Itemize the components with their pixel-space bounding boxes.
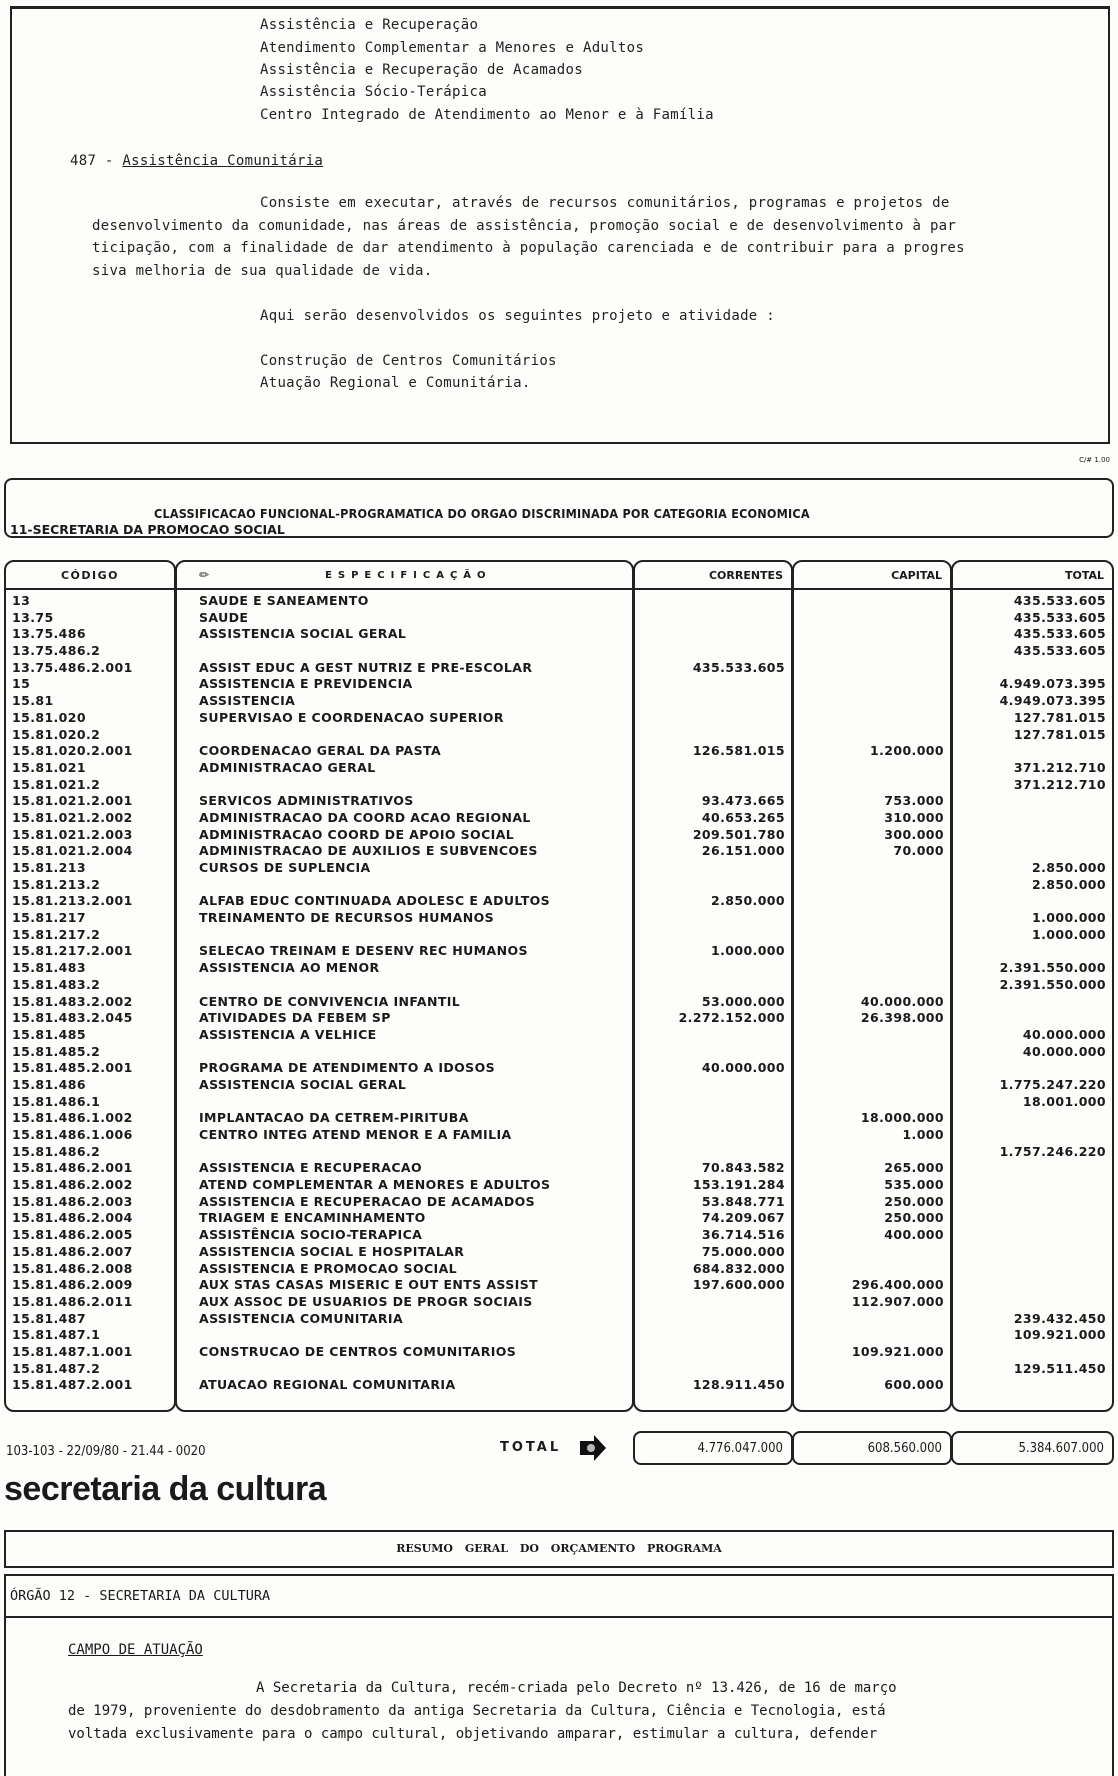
table-cell-capital: 600.000 [884,1377,944,1393]
program-title: Assistência Comunitária [122,153,324,169]
table-cell-capital [794,977,950,994]
table-cell-spec: ASSISTENCIA A VELHICE [199,1026,377,1042]
table-cell-total [953,743,1112,760]
table-cell-code: 15.81.020.2 [12,726,101,742]
intro-line: Aqui serão desenvolvidos os seguintes projeto e atividade : [260,308,775,324]
table-cell-code: 15.81.217 [12,910,86,926]
table-cell-spec [177,1044,632,1061]
table-cell-spec: ASSISTENCIA COMUNITARIA [199,1310,404,1326]
table-cell-spec: ADMINISTRACAO GERAL [199,759,376,775]
table-cell-spec: ALFAB EDUC CONTINUADA ADOLESC E ADULTOS [199,893,551,909]
table-cell-spec: TREINAMENTO DE RECURSOS HUMANOS [199,910,494,926]
spec-rows [177,590,632,1394]
table-cell-correntes: 2.850.000 [711,893,785,909]
program-heading [70,153,323,169]
table-cell-correntes: 126.581.015 [692,743,785,759]
table-cell-spec: ATIVIDADES DA FEBEM SP [199,1010,391,1026]
table-cell-code: 15.81.213.2.001 [12,893,133,909]
table-cell-spec: ATEND COMPLEMENTAR A MENORES E ADULTOS [199,1177,551,1193]
table-cell-total: 1.000.000 [1032,926,1106,942]
table-cell-correntes [635,610,791,627]
table-cell-spec: ASSISTENCIA [199,693,296,709]
table-cell-code: 15.81.486.2.003 [12,1193,133,1209]
table-cell-total: 1.775.247.220 [999,1076,1106,1092]
section-title: secretaria da cultura [4,1470,327,1508]
table-cell-code: 15.81.485.2 [12,1043,101,1059]
table-cell-correntes: 53.848.771 [701,1193,785,1209]
table-cell-correntes: 74.209.067 [701,1210,785,1226]
table-cell-capital [794,727,950,744]
table-cell-correntes: 128.911.450 [692,1377,785,1393]
table-cell-correntes: 40.000.000 [701,1060,785,1076]
table-cell-code: 15.81.486.2.004 [12,1210,133,1226]
table-cell-total: 1.757.246.220 [999,1143,1106,1159]
spec-header [177,562,632,590]
spec-column [175,560,634,1412]
table-cell-capital [794,1244,950,1261]
table-cell-total [953,1277,1112,1294]
table-cell-total [953,1110,1112,1127]
table-cell-capital [794,877,950,894]
table-cell-total: 4.949.073.395 [999,676,1106,692]
table-cell-code: 15.81.213.2 [12,876,101,892]
table-cell-code: 15.81.483.2.002 [12,993,133,1009]
table-cell-capital: 400.000 [884,1227,944,1243]
table-cell-capital [794,1094,950,1111]
table-cell-correntes [635,910,791,927]
activity-list-item: Assistência e Recuperação de Acamados [260,62,583,78]
table-cell-total: 371.212.710 [1013,759,1106,775]
table-cell-correntes [635,1361,791,1378]
table-cell-capital [794,760,950,777]
table-cell-capital: 18.000.000 [860,1110,944,1126]
table-cell-total: 435.533.605 [1013,609,1106,625]
table-cell-spec: ASSIST EDUC A GEST NUTRIZ E PRE-ESCOLAR [199,659,533,675]
table-cell-correntes [635,710,791,727]
table-cell-total: 239.432.450 [1013,1310,1106,1326]
table-cell-code: 15.81.486.1 [12,1093,101,1109]
table-cell-spec: CURSOS DE SUPLENCIA [199,860,371,875]
table-cell-capital [794,610,950,627]
table-cell-spec: PROGRAMA DE ATENDIMENTO A IDOSOS [199,1060,496,1076]
table-cell-total: 109.921.000 [1013,1327,1106,1343]
table-cell-total [953,994,1112,1011]
table-cell-correntes [635,1344,791,1361]
activity-item: Atuação Regional e Comunitária. [260,375,531,391]
table-cell-total [953,1160,1112,1177]
table-cell-code: 13.75.486 [12,626,86,642]
table-cell-code: 15.81.021.2.004 [12,843,133,859]
table-cell-correntes [635,593,791,610]
table-cell-correntes [635,1294,791,1311]
table-cell-capital [794,660,950,677]
table-cell-total: 435.533.605 [1013,643,1106,659]
activity-list-item: Assistência Sócio-Terápica [260,84,487,100]
table-cell-code: 15.81.487.2 [12,1360,101,1376]
table-cell-code: 15.81.486.2.009 [12,1277,133,1293]
table-cell-code: 15.81.213 [12,860,86,875]
table-cell-capital [794,1361,950,1378]
table-cell-spec [177,977,632,994]
table-cell-capital [794,1077,950,1094]
correntes-rows [635,590,791,1394]
table-cell-correntes: 70.843.582 [701,1160,785,1176]
table-cell-code: 15.81.486.2.001 [12,1160,133,1176]
table-cell-total: 371.212.710 [1013,776,1106,792]
table-cell-code: 15.81.486.1.002 [12,1110,133,1126]
table-cell-total [953,1294,1112,1311]
table-cell-spec: SERVICOS ADMINISTRATIVOS [199,793,414,809]
table-cell-total [953,810,1112,827]
table-cell-capital [794,1327,950,1344]
table-cell-capital [794,593,950,610]
table-cell-code: 15.81.486.2.011 [12,1293,133,1309]
table-cell-spec: AUX STAS CASAS MISERIC E OUT ENTS ASSIST [199,1277,539,1293]
table-cell-capital: 265.000 [884,1160,944,1176]
document-id: 103-103 - 22/09/80 - 21.44 - 0020 [6,1444,206,1459]
table-cell-total [953,843,1112,860]
correntes-header: CORRENTES [635,562,791,590]
table-cell-correntes [635,1094,791,1111]
paragraph-line: A Secretaria da Cultura, recém-criada pelo Decreto nº 13.426, de 16 de março [256,1680,897,1696]
table-cell-correntes [635,927,791,944]
paragraph-line: de 1979, proveniente do desdobramento da antiga Secretaria da Cultura, Ciência e Tecnologia, está [68,1703,886,1719]
total-column [951,560,1114,1412]
table-cell-total: 127.781.015 [1013,709,1106,725]
pencil-mark-icon: ✏ [199,568,216,582]
table-cell-spec: ADMINISTRACAO COORD DE APOIO SOCIAL [199,826,515,842]
table-cell-total [953,1010,1112,1027]
table-cell-total [953,1244,1112,1261]
table-cell-code: 15.81.486.2.008 [12,1260,133,1276]
code-header: CÓDIGO [6,562,174,590]
table-cell-correntes: 153.191.284 [692,1177,785,1193]
table-cell-spec: ASSISTENCIA E RECUPERACAO [199,1160,423,1176]
table-cell-capital: 1.000 [902,1127,944,1142]
organ-name: 11-SECRETARIA DA PROMOCAO SOCIAL [10,522,285,537]
table-cell-spec: CENTRO INTEG ATEND MENOR E A FAMILIA [199,1127,512,1142]
table-cell-correntes [635,1144,791,1161]
table-cell-spec: TRIAGEM E ENCAMINHAMENTO [199,1210,426,1226]
table-cell-capital [794,860,950,877]
table-cell-capital: 1.200.000 [870,743,944,759]
table-cell-total [953,827,1112,844]
program-number: 487 - [70,153,114,169]
paragraph-line: siva melhoria de sua qualidade de vida. [92,263,433,279]
table-cell-spec [177,877,632,894]
table-cell-total: 129.511.450 [1013,1360,1106,1376]
table-cell-correntes: 684.832.000 [692,1260,785,1276]
table-cell-capital [794,777,950,794]
table-cell-capital [794,1261,950,1278]
table-cell-spec: SAUDE E SANEAMENTO [199,593,369,608]
table-cell-total [953,793,1112,810]
table-cell-capital [794,910,950,927]
table-cell-spec: CENTRO DE CONVIVENCIA INFANTIL [199,993,461,1009]
table-cell-total: 435.533.605 [1013,626,1106,642]
table-cell-capital: 26.398.000 [860,1010,944,1026]
campo-heading: CAMPO DE ATUAÇÃO [68,1642,203,1658]
table-cell-code: 15.81.483.2.045 [12,1010,133,1026]
activity-list-item: Atendimento Complementar a Menores e Adultos [260,40,645,56]
table-cell-capital: 112.907.000 [851,1293,944,1309]
table-cell-code: 15.81.486.2 [12,1143,101,1159]
table-cell-capital [794,643,950,660]
orgao-box [4,1574,1114,1616]
table-cell-spec: ASSISTENCIA SOCIAL GERAL [199,1076,407,1092]
table-cell-code: 15.81.487 [12,1310,86,1326]
table-cell-correntes: 435.533.605 [692,659,785,675]
table-cell-code: 15.81.020.2.001 [12,743,133,759]
resumo-header [4,1530,1114,1568]
table-cell-total [953,893,1112,910]
table-cell-code: 13.75 [12,609,54,625]
activity-list-item: Centro Integrado de Atendimento ao Menor e à Família [260,107,714,123]
table-cell-code: 15.81.021 [12,759,86,775]
table-cell-spec: SAUDE [199,609,249,625]
table-cell-spec [177,777,632,794]
correntes-column [633,560,793,1412]
table-cell-code: 15.81.021.2.003 [12,826,133,842]
table-cell-total: 40.000.000 [1022,1026,1106,1042]
orgao-line: ÓRGÃO 12 - SECRETARIA DA CULTURA [10,1588,271,1604]
total-label: TOTAL [500,1440,562,1455]
table-cell-spec: ASSISTÊNCIA SOCIO-TERAPICA [199,1227,423,1243]
table-cell-spec [177,1094,632,1111]
paragraph-line: desenvolvimento da comunidade, nas áreas de assistência, promoção social e de desenvolvimento à par [92,218,957,234]
arrow-right-icon [578,1433,608,1463]
table-cell-capital [794,676,950,693]
table-cell-spec [177,927,632,944]
table-cell-code: 15.81.487.1.001 [12,1343,133,1359]
capital-header: CAPITAL [794,562,950,590]
table-cell-total [953,660,1112,677]
table-cell-code: 15.81.486.1.006 [12,1127,133,1142]
table-cell-code: 15.81.486 [12,1076,86,1092]
table-cell-capital [794,1027,950,1044]
capital-column [792,560,952,1412]
spec-header-label: ESPECIFICAÇÃO [325,569,492,581]
table-cell-correntes: 197.600.000 [692,1277,785,1293]
table-cell-capital [794,1144,950,1161]
table-cell-capital [794,693,950,710]
table-cell-capital [794,893,950,910]
table-cell-spec: COORDENACAO GERAL DA PASTA [199,743,442,759]
table-cell-code: 15.81.483 [12,960,86,976]
table-cell-capital [794,960,950,977]
activity-list-item: Assistência e Recuperação [260,17,479,33]
table-cell-spec [177,643,632,660]
table-cell-code: 15.81.487.2.001 [12,1377,133,1393]
table-cell-spec: IMPLANTACAO DA CETREM-PIRITUBA [199,1110,469,1126]
table-cell-total [953,1127,1112,1144]
table-cell-correntes: 1.000.000 [711,943,785,959]
table-cell-total [953,1210,1112,1227]
table-cell-capital [794,1311,950,1328]
table-cell-spec: AUX ASSOC DE USUARIOS DE PROGR SOCIAIS [199,1293,533,1309]
table-cell-code: 15.81.021.2.001 [12,793,133,809]
table-cell-correntes [635,777,791,794]
table-cell-correntes: 93.473.665 [701,793,785,809]
table-cell-correntes: 2.272.152.000 [678,1010,785,1026]
table-cell-total: 18.001.000 [1022,1093,1106,1109]
table-cell-spec: SELECAO TREINAM E DESENV REC HUMANOS [199,943,528,959]
table-cell-correntes [635,960,791,977]
table-cell-spec: SUPERVISAO E COORDENACAO SUPERIOR [199,709,504,725]
table-cell-spec [177,1327,632,1344]
table-cell-total [953,1377,1112,1394]
table-cell-correntes: 36.714.516 [701,1227,785,1243]
capital-rows [794,590,950,1394]
table-cell-correntes [635,1127,791,1144]
table-cell-code: 15.81.021.2 [12,776,101,792]
total-correntes: 4.776.047.000 [633,1431,793,1465]
paragraph-line: ticipação, com a finalidade de dar atendimento à população carenciada e de contribuir para a progres [92,240,965,256]
resumo-title: RESUMO GERAL DO ORÇAMENTO PROGRAMA [396,1542,722,1555]
table-cell-spec [177,1361,632,1378]
table-cell-code: 15.81 [12,693,54,709]
table-cell-total: 1.000.000 [1032,910,1106,926]
table-cell-code: 15.81.217.2 [12,926,101,942]
table-cell-spec: CONSTRUCAO DE CENTROS COMUNITARIOS [199,1343,517,1359]
table-cell-total [953,1177,1112,1194]
classification-title: CLASSIFICACAO FUNCIONAL-PROGRAMATICA DO ORGAO DISCRIMINADA POR CATEGORIA ECONOMICA [154,506,810,521]
table-cell-correntes [635,727,791,744]
form-code: C/# 1.00 [1079,456,1110,464]
table-cell-correntes [635,1027,791,1044]
table-cell-correntes [635,1044,791,1061]
table-cell-total: 4.949.073.395 [999,693,1106,709]
classification-header [4,478,1114,538]
table-cell-spec: ATUACAO REGIONAL COMUNITARIA [199,1377,456,1393]
table-cell-spec [177,1144,632,1161]
paragraph-line: Consiste em executar, através de recursos comunitários, programas e projetos de [260,195,950,211]
table-cell-spec: ASSISTENCIA SOCIAL GERAL [199,626,407,642]
table-cell-capital: 250.000 [884,1210,944,1226]
table-cell-code: 13.75.486.2.001 [12,659,133,675]
table-cell-code: 15.81.487.1 [12,1327,101,1343]
table-cell-capital [794,927,950,944]
table-cell-capital [794,943,950,960]
activity-item: Construção de Centros Comunitários [260,353,557,369]
code-column [4,560,176,1412]
table-cell-code: 15.81.217.2.001 [12,943,133,959]
table-cell-correntes: 26.151.000 [701,843,785,859]
table-cell-total: 40.000.000 [1022,1043,1106,1059]
table-cell-correntes [635,1077,791,1094]
table-cell-code: 13.75.486.2 [12,643,101,659]
table-cell-spec: ASSISTENCIA E RECUPERACAO DE ACAMADOS [199,1193,536,1209]
table-cell-correntes [635,693,791,710]
table-cell-code: 15.81.483.2 [12,976,101,992]
table-cell-correntes: 40.653.265 [701,809,785,825]
table-cell-total: 435.533.605 [1013,593,1106,608]
table-cell-total [953,1227,1112,1244]
table-cell-correntes: 53.000.000 [701,993,785,1009]
table-cell-capital [794,626,950,643]
table-cell-correntes [635,643,791,660]
table-cell-spec [177,727,632,744]
table-cell-capital: 40.000.000 [860,993,944,1009]
table-cell-total [953,1344,1112,1361]
table-cell-spec: ADMINISTRACAO DA COORD ACAO REGIONAL [199,809,531,825]
table-cell-code: 15 [12,676,31,692]
table-cell-capital [794,1060,950,1077]
table-cell-spec: ASSISTENCIA AO MENOR [199,960,380,976]
code-rows [6,590,174,1394]
table-cell-total: 2.850.000 [1032,876,1106,892]
table-cell-capital [794,710,950,727]
table-cell-code: 15.81.485 [12,1026,86,1042]
table-cell-total: 2.391.550.000 [999,976,1106,992]
table-cell-correntes: 209.501.780 [692,826,785,842]
table-cell-capital: 753.000 [884,793,944,809]
paragraph-line: voltada exclusivamente para o campo cultural, objetivando amparar, estimular a cultura, defender [68,1726,878,1742]
campo-box [4,1616,1114,1776]
table-cell-total [953,943,1112,960]
table-cell-correntes [635,1110,791,1127]
table-cell-correntes: 75.000.000 [701,1243,785,1259]
table-cell-capital: 250.000 [884,1193,944,1209]
table-cell-code: 15.81.020 [12,709,86,725]
table-cell-capital: 300.000 [884,826,944,842]
table-cell-capital: 70.000 [893,843,944,859]
table-cell-code: 15.81.486.2.002 [12,1177,133,1193]
table-cell-code: 15.81.486.2.007 [12,1243,133,1259]
table-cell-capital: 296.400.000 [851,1277,944,1293]
table-cell-code: 13 [12,593,31,608]
table-cell-spec: ASSISTENCIA E PREVIDENCIA [199,676,413,692]
table-cell-correntes [635,860,791,877]
table-cell-correntes [635,760,791,777]
table-cell-correntes [635,1327,791,1344]
table-cell-capital [794,1044,950,1061]
table-cell-code: 15.81.486.2.005 [12,1227,133,1243]
table-cell-spec: ADMINISTRACAO DE AUXILIOS E SUBVENCOES [199,843,538,859]
table-cell-total: 2.391.550.000 [999,960,1106,976]
table-cell-spec: ASSISTENCIA E PROMOCAO SOCIAL [199,1260,458,1276]
table-cell-code: 15.81.485.2.001 [12,1060,133,1076]
table-cell-correntes [635,676,791,693]
table-cell-correntes [635,977,791,994]
table-cell-total [953,1261,1112,1278]
program-description-box [10,6,1110,444]
table-cell-correntes [635,1311,791,1328]
table-cell-spec: ASSISTENCIA SOCIAL E HOSPITALAR [199,1243,465,1259]
table-cell-total: 2.850.000 [1032,860,1106,875]
total-capital: 608.560.000 [792,1431,952,1465]
table-cell-capital: 535.000 [884,1177,944,1193]
table-cell-total [953,1060,1112,1077]
table-cell-total [953,1194,1112,1211]
table-cell-total: 127.781.015 [1013,726,1106,742]
table-cell-correntes [635,877,791,894]
total-rows [953,590,1112,1394]
total-total: 5.384.607.000 [951,1431,1114,1465]
table-cell-correntes [635,626,791,643]
table-cell-code: 15.81.021.2.002 [12,809,133,825]
total-header: TOTAL [953,562,1112,590]
table-cell-capital: 109.921.000 [851,1343,944,1359]
table-cell-capital: 310.000 [884,809,944,825]
